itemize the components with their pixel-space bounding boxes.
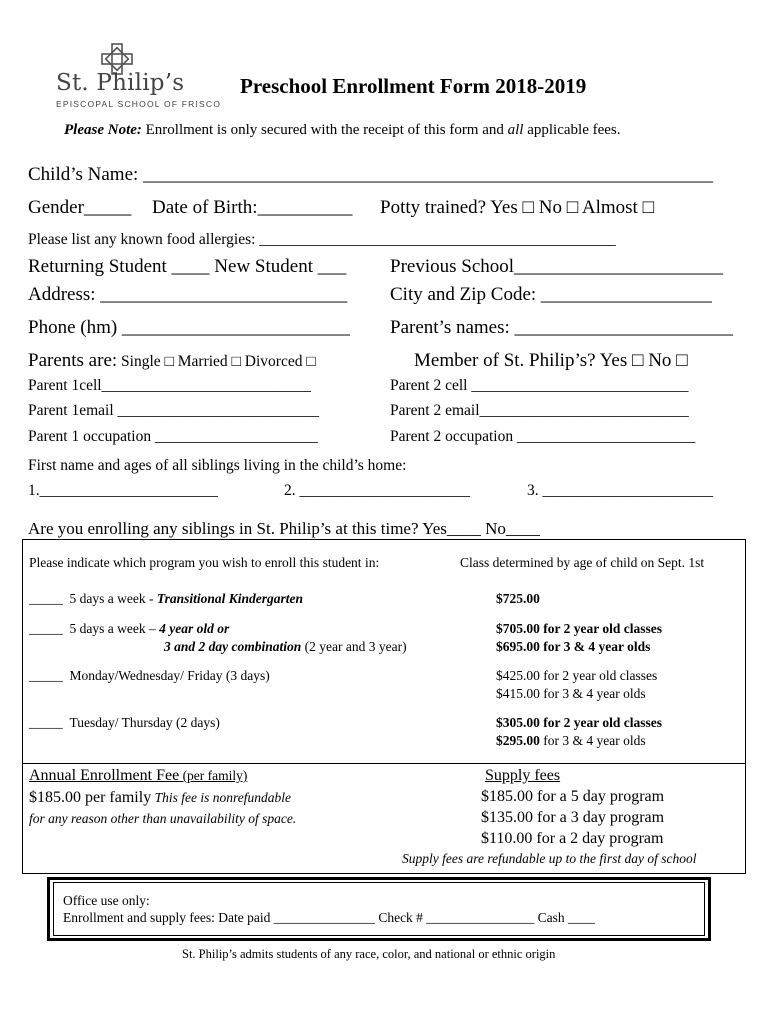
supply-fees-title: Supply fees xyxy=(485,767,561,784)
parent1-cell-field[interactable]: Parent 1cell___________________________ xyxy=(28,377,311,394)
annual-fee-title-text: Annual Enrollment Fee xyxy=(29,767,180,784)
childs-name-field[interactable]: Child’s Name: ____________________________________________________________ xyxy=(28,164,714,185)
program-combination-line xyxy=(164,639,407,655)
program-combination-emphasis: 3 and 2 day combination xyxy=(164,639,302,654)
note-label: Please Note: xyxy=(64,122,142,138)
office-use-label: Office use only: xyxy=(63,893,150,908)
program-header-right: Class determined by age of child on Sept. 1st xyxy=(460,555,705,570)
note-text-1: Enrollment is only secured with the receipt of this form and xyxy=(141,122,508,138)
program-option-mwf[interactable] xyxy=(29,668,270,684)
program-blank[interactable]: _____ xyxy=(29,715,63,730)
supply-fee-note: Supply fees are refundable up to the first day of school xyxy=(402,851,697,866)
allergies-field[interactable]: Please list any known food allergies: ______________________________________________ xyxy=(28,231,616,248)
supply-fee-2-day: $110.00 for a 2 day program xyxy=(481,830,664,847)
program-fees-divider xyxy=(22,763,746,764)
supply-fee-3-day: $135.00 for a 3 day program xyxy=(481,809,665,826)
program-label: 5 days a week – xyxy=(69,621,160,636)
program-price: $425.00 for 2 year old classes xyxy=(496,668,658,683)
parents-names-field[interactable]: Parent’s names: _______________________ xyxy=(390,317,734,338)
program-option-tth[interactable] xyxy=(29,715,220,731)
parent2-cell-field[interactable]: Parent 2 cell ____________________________ xyxy=(390,377,689,394)
office-fees-paid-field[interactable]: Enrollment and supply fees: Date paid _______________ Check # ________________ Cash ____ xyxy=(63,910,596,925)
parents-are-field[interactable] xyxy=(28,350,316,372)
program-price-rest: for 3 & 4 year olds xyxy=(539,733,646,748)
annual-fee-title-small: (per family) xyxy=(179,768,248,783)
program-price: $305.00 for 2 year old classes xyxy=(496,715,662,730)
program-price: $695.00 for 3 & 4 year olds xyxy=(496,639,651,654)
student-status-field[interactable]: Returning Student ____ New Student ___ xyxy=(28,256,347,277)
potty-trained-field[interactable]: Potty trained? Yes □ No □ Almost □ xyxy=(380,197,655,218)
program-blank[interactable]: _____ xyxy=(29,621,63,636)
sibling-2-field[interactable]: 2. ______________________ xyxy=(284,482,470,499)
program-price: $725.00 xyxy=(496,591,540,606)
sibling-3-field[interactable]: 3. ______________________ xyxy=(527,482,713,499)
program-blank[interactable]: _____ xyxy=(29,668,63,683)
parent2-email-field[interactable]: Parent 2 email___________________________ xyxy=(390,402,689,419)
program-option-5-days[interactable] xyxy=(29,621,229,637)
form-title: Preschool Enrollment Form 2018-2019 xyxy=(240,74,587,98)
logo-name: St. Philip’s xyxy=(56,70,185,96)
parent1-email-field[interactable]: Parent 1email __________________________ xyxy=(28,402,320,419)
siblings-label: First name and ages of all siblings living in the child’s home: xyxy=(28,457,407,474)
enrolling-siblings-field[interactable]: Are you enrolling any siblings in St. Philip’s at this time? Yes____ No____ xyxy=(28,519,540,538)
sibling-1-field[interactable]: 1._______________________ xyxy=(28,482,218,499)
annual-fee-amount: $185.00 per family xyxy=(29,789,152,806)
program-label-emphasis: Transitional Kindergarten xyxy=(156,591,304,606)
annual-fee-note-2: for any reason other than unavailability of space. xyxy=(29,811,297,826)
logo-subtitle: EPISCOPAL SCHOOL OF FRISCO xyxy=(56,99,222,109)
member-field[interactable]: Member of St. Philip’s? Yes □ No □ xyxy=(414,350,688,371)
note-text-2: applicable fees. xyxy=(523,122,621,138)
annual-fee-amount-line xyxy=(29,789,291,807)
address-field[interactable]: Address: __________________________ xyxy=(28,284,348,305)
phone-field[interactable]: Phone (hm) ________________________ xyxy=(28,317,350,338)
dob-field[interactable]: Date of Birth:__________ xyxy=(152,197,353,218)
parent1-occupation-field[interactable]: Parent 1 occupation _____________________ xyxy=(28,428,318,445)
parent2-occupation-field[interactable]: Parent 2 occupation _______________________ xyxy=(390,428,696,445)
note-emphasis: all xyxy=(507,122,524,138)
annual-fee-title xyxy=(29,767,247,785)
supply-fee-5-day: $185.00 for a 5 day program xyxy=(481,788,665,805)
nondiscrimination-footer: St. Philip’s admits students of any race, color, and national or ethnic origin xyxy=(182,947,556,961)
parents-are-label: Parents are: xyxy=(28,350,118,371)
program-price: $415.00 for 3 & 4 year olds xyxy=(496,686,646,701)
program-label-emphasis: 4 year old or xyxy=(159,621,230,636)
program-label: Tuesday/ Thursday (2 days) xyxy=(69,715,220,730)
please-note xyxy=(64,122,621,139)
program-price xyxy=(496,733,646,749)
parents-are-options[interactable]: Single □ Married □ Divorced □ xyxy=(117,353,316,370)
annual-fee-note: This fee is nonrefundable xyxy=(151,790,291,805)
gender-field[interactable]: Gender_____ xyxy=(28,197,132,218)
program-header-left: Please indicate which program you wish to enroll this student in: xyxy=(29,555,380,570)
program-label: Monday/Wednesday/ Friday (3 days) xyxy=(69,668,270,683)
previous-school-field[interactable]: Previous School______________________ xyxy=(390,256,724,277)
program-price-bold: $295.00 xyxy=(496,733,540,748)
program-option-transitional-k[interactable] xyxy=(29,591,303,607)
program-label: 5 days a week - xyxy=(69,591,157,606)
city-zip-field[interactable]: City and Zip Code: __________________ xyxy=(390,284,712,305)
program-combination-text: (2 year and 3 year) xyxy=(301,639,407,654)
office-use-inner-border xyxy=(53,882,705,936)
program-price: $705.00 for 2 year old classes xyxy=(496,621,662,636)
program-blank[interactable]: _____ xyxy=(29,591,63,606)
